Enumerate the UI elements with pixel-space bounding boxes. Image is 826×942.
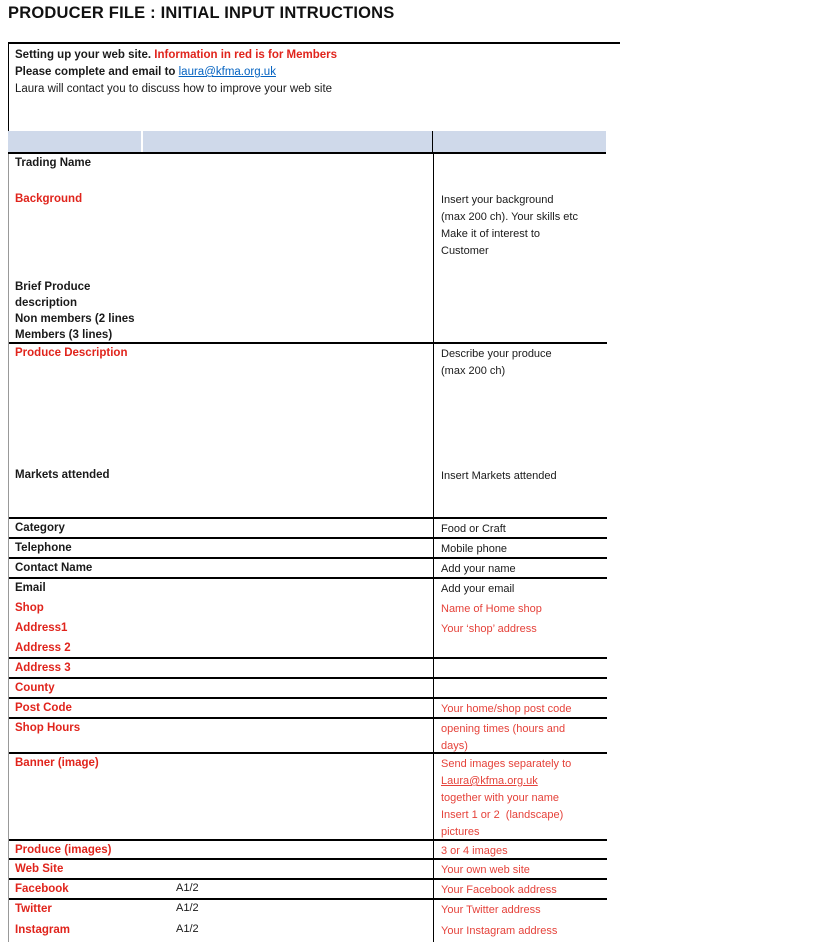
label-line: Shop Hours: [15, 722, 81, 734]
row-value-markets_attended: [433, 466, 607, 517]
label-line: Address1: [15, 622, 68, 634]
value-line: Your Facebook address: [441, 884, 557, 896]
table-row-shop: [9, 599, 607, 619]
header-cell-1: [8, 131, 141, 152]
table-header-row: [8, 131, 606, 154]
row-value-brief_produce: [433, 278, 607, 342]
intro-line3-text: Laura will contact you to discuss how to improve your web site: [15, 83, 333, 95]
label-line: Non members (2 lines: [15, 313, 135, 325]
label-line: Address 3: [15, 662, 71, 674]
row-value-email: [433, 579, 607, 599]
table-row-address3: [9, 659, 607, 679]
row-mid-instagram: A1/2: [176, 923, 199, 935]
table-row-county: [9, 679, 607, 699]
value-line: opening times (hours and: [441, 723, 566, 735]
table-row-contact_name: [9, 559, 607, 579]
label-line: Members (3 lines): [15, 329, 113, 341]
intro-line1-text: Setting up your web site.: [15, 49, 155, 61]
banner-email-link[interactable]: Laura@kfma.org.uk: [441, 775, 538, 787]
label-line: description: [15, 297, 77, 309]
intro-line2-text: Please complete and email to: [15, 66, 179, 78]
table-row-banner: [9, 754, 607, 841]
value-line: Add your name: [441, 563, 516, 575]
row-value-address2: [433, 639, 607, 657]
table-row-facebook: [9, 880, 607, 900]
page-title: PRODUCER FILE : INITIAL INPUT INTRUCTIONS: [8, 4, 395, 22]
value-line: pictures: [441, 826, 480, 838]
header-cell-2: [143, 131, 432, 152]
label-line: Web Site: [15, 863, 64, 875]
value-line: Your own web site: [441, 864, 530, 876]
label-line: Instagram: [15, 924, 70, 936]
table-row-telephone: [9, 539, 607, 559]
table-row-post_code: [9, 699, 607, 719]
value-line: Insert 1 or 2 (landscape): [441, 809, 564, 821]
row-value-telephone: [433, 539, 607, 557]
value-line: Your Twitter address: [441, 904, 541, 916]
label-line: Brief Produce: [15, 281, 91, 293]
email-link[interactable]: laura@kfma.org.uk: [178, 66, 276, 78]
table-row-produce_images: [9, 841, 607, 860]
row-value-web_site: [433, 860, 607, 878]
intro-line1-red-text: Information in red is for Members: [154, 49, 338, 61]
table-row-markets_attended: [9, 466, 607, 519]
row-value-banner: [433, 754, 607, 839]
label-line: Banner (image): [15, 757, 99, 769]
table-row-produce_description: [9, 344, 607, 466]
table-row-trading_name: [9, 154, 607, 190]
label-line: Contact Name: [15, 562, 93, 574]
table-row-address2: [9, 639, 607, 659]
label-line: Address 2: [15, 642, 71, 654]
value-line: Customer: [441, 245, 489, 257]
value-line: Food or Craft: [441, 523, 506, 535]
row-value-address3: [433, 659, 607, 677]
label-line: Produce Description: [15, 347, 128, 359]
row-value-contact_name: [433, 559, 607, 577]
table-row-instagram: [9, 921, 607, 942]
value-line: 3 or 4 images: [441, 845, 508, 857]
row-value-facebook: [433, 880, 607, 898]
value-line: Make it of interest to: [441, 228, 541, 240]
row-value-category: [433, 519, 607, 537]
table-row-email: [9, 579, 607, 599]
intro-line-3: [15, 81, 620, 98]
label-line: County: [15, 682, 55, 694]
table-row-address1: [9, 619, 607, 639]
row-value-shop: [433, 599, 607, 619]
label-line: Telephone: [15, 542, 72, 554]
row-value-address1: [433, 619, 607, 639]
row-value-twitter: [433, 900, 607, 921]
row-value-produce_description: [433, 344, 607, 466]
table-row-background: [9, 190, 607, 278]
label-line: Trading Name: [15, 157, 92, 169]
intro-line-1: [15, 47, 620, 64]
row-value-instagram: [433, 921, 607, 942]
label-line: Category: [15, 522, 65, 534]
value-line: Your Instagram address: [441, 925, 558, 937]
table-row-twitter: [9, 900, 607, 921]
row-value-post_code: [433, 699, 607, 717]
value-line: (max 200 ch). Your skills etc: [441, 211, 578, 223]
table-body: [8, 154, 606, 942]
value-line: Insert Markets attended: [441, 470, 557, 482]
row-value-background: [433, 190, 607, 278]
value-line: days): [441, 740, 468, 752]
row-mid-facebook: A1/2: [176, 882, 199, 894]
value-line: Your home/shop post code: [441, 703, 572, 715]
row-value-county: [433, 679, 607, 697]
row-value-produce_images: [433, 841, 607, 858]
label-line: Produce (images): [15, 844, 112, 856]
value-line: (max 200 ch): [441, 365, 506, 377]
label-line: Email: [15, 582, 46, 594]
header-cell-3: [432, 131, 606, 152]
table-row-category: [9, 519, 607, 539]
value-line: Insert your background: [441, 194, 554, 206]
table-row-shop_hours: [9, 719, 607, 754]
label-line: Shop: [15, 602, 44, 614]
label-line: Post Code: [15, 702, 72, 714]
value-line: Name of Home shop: [441, 603, 542, 615]
row-value-shop_hours: [433, 719, 607, 752]
value-line: Add your email: [441, 583, 515, 595]
row-value-trading_name: [433, 154, 607, 190]
value-line: Mobile phone: [441, 543, 508, 555]
row-mid-twitter: A1/2: [176, 902, 199, 914]
table-row-web_site: [9, 860, 607, 880]
value-line: Send images separately to: [441, 758, 572, 770]
table-row-brief_produce: [9, 278, 607, 344]
label-line: Background: [15, 193, 83, 205]
label-line: Markets attended: [15, 469, 110, 481]
value-line: together with your name: [441, 792, 560, 804]
label-line: Facebook: [15, 883, 69, 895]
value-line: Your ‘shop’ address: [441, 623, 537, 635]
intro-box: [8, 42, 620, 131]
value-line: Describe your produce: [441, 348, 552, 360]
intro-line-2: [15, 64, 620, 81]
label-line: Twitter: [15, 903, 52, 915]
